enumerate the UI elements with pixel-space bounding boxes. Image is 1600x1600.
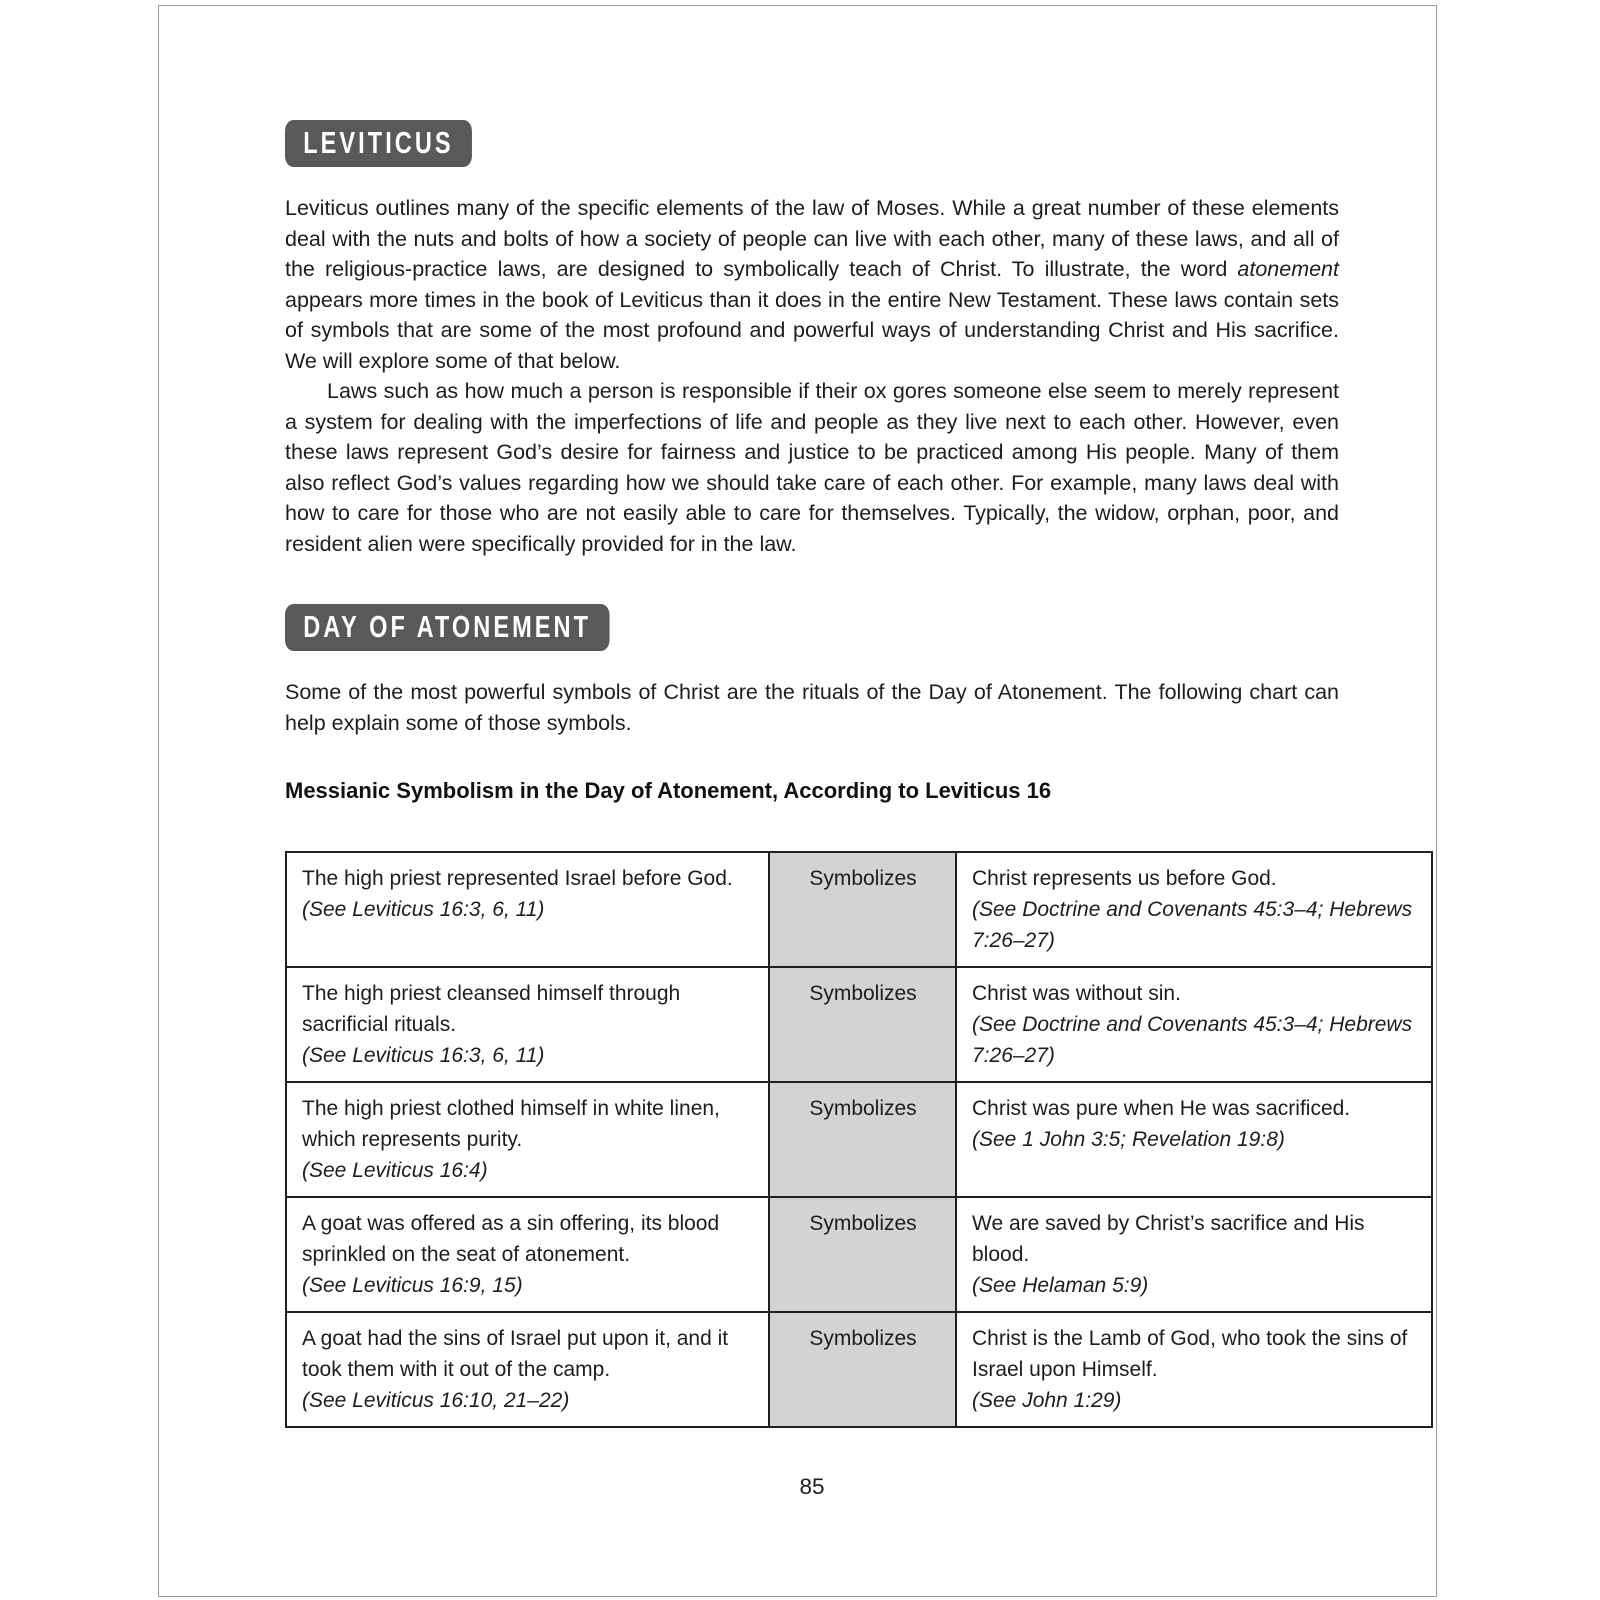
italic-word-atonement: atonement (1237, 257, 1339, 281)
symbol-cell (286, 967, 769, 1082)
paragraph-text: appears more times in the book of Leviticus than it does in the entire New Testament. These laws contain sets of symbols that are some of the most profound and powerful ways of understanding Christ and His sacrifice. We will explore some of that below. (285, 287, 1339, 373)
symbolizes-cell: Symbolizes (769, 852, 956, 967)
table-row (286, 1312, 1432, 1427)
paragraph-text: Leviticus outlines many of the specific elements of the law of Moses. While a great number of these elements deal with the nuts and bolts of how a society of people can live with each other, many of these laws, and all of the religious-practice laws, are designed to symbolically teach of Christ. To illustrate, the word (285, 196, 1339, 281)
meaning-reference: (See John 1:29) (972, 1389, 1122, 1412)
table-row (286, 852, 1432, 967)
meaning-cell (956, 1082, 1432, 1197)
section-heading-leviticus-label: LEVITICUS (303, 125, 454, 160)
page-content (285, 6, 1413, 1500)
table-row (286, 1197, 1432, 1312)
meaning-cell (956, 1312, 1432, 1427)
symbolizes-cell: Symbolizes (769, 1197, 956, 1312)
symbolizes-cell: Symbolizes (769, 967, 956, 1082)
meaning-text: Christ was pure when He was sacrificed. (972, 1097, 1351, 1120)
meaning-reference: (See Doctrine and Covenants 45:3–4; Hebrews 7:26–27) (972, 1013, 1413, 1067)
section-heading-day-of-atonement-label: DAY OF ATONEMENT (303, 609, 592, 644)
symbolizes-cell: Symbolizes (769, 1082, 956, 1197)
symbol-reference: (See Leviticus 16:10, 21–22) (302, 1389, 570, 1412)
meaning-reference: (See Helaman 5:9) (972, 1274, 1149, 1297)
meaning-text: Christ represents us before God. (972, 867, 1277, 890)
symbol-cell (286, 1312, 769, 1427)
symbol-reference: (See Leviticus 16:3, 6, 11) (302, 1044, 545, 1067)
symbol-text: A goat was offered as a sin offering, its blood sprinkled on the seat of atonement. (302, 1212, 720, 1266)
symbol-text: The high priest represented Israel before God. (302, 867, 733, 890)
meaning-cell (956, 1197, 1432, 1312)
section-heading-leviticus (285, 120, 472, 167)
symbol-reference: (See Leviticus 16:9, 15) (302, 1274, 523, 1297)
page-number: 85 (799, 1474, 825, 1499)
meaning-cell (956, 967, 1432, 1082)
table-row (286, 1082, 1432, 1197)
symbol-cell (286, 852, 769, 967)
paragraph-atonement-intro: Some of the most powerful symbols of Christ are the rituals of the Day of Atonement. The following chart can help explain some of those symbols. (285, 680, 1339, 735)
symbolism-table-body (286, 852, 1432, 1427)
symbolizes-cell: Symbolizes (769, 1312, 956, 1427)
meaning-text: Christ is the Lamb of God, who took the sins of Israel upon Himself. (972, 1327, 1408, 1381)
symbol-text: The high priest clothed himself in white linen, which represents purity. (302, 1097, 720, 1151)
meaning-reference: (See 1 John 3:5; Revelation 19:8) (972, 1128, 1285, 1151)
symbol-text: A goat had the sins of Israel put upon it, and it took them with it out of the camp. (302, 1327, 729, 1381)
symbol-cell (286, 1082, 769, 1197)
section-heading-day-of-atonement (285, 604, 609, 651)
symbol-reference: (See Leviticus 16:4) (302, 1159, 488, 1182)
symbolism-table (285, 851, 1433, 1428)
meaning-text: Christ was without sin. (972, 982, 1181, 1005)
symbol-text: The high priest cleansed himself through sacrificial rituals. (302, 982, 681, 1036)
paragraph-leviticus-intro (285, 193, 1339, 376)
symbol-reference: (See Leviticus 16:3, 6, 11) (302, 898, 545, 921)
symbol-cell (286, 1197, 769, 1312)
book-page (158, 5, 1437, 1597)
meaning-cell (956, 852, 1432, 967)
meaning-reference: (See Doctrine and Covenants 45:3–4; Hebrews 7:26–27) (972, 898, 1413, 952)
meaning-text: We are saved by Christ’s sacrifice and His blood. (972, 1212, 1365, 1266)
table-title: Messianic Symbolism in the Day of Atonement, According to Leviticus 16 (285, 778, 1052, 803)
paragraph-leviticus-laws: Laws such as how much a person is responsible if their ox gores someone else seem to merely represent a system for dealing with the imperfections of life and people as they live next to each other. However, even these laws represent God’s desire for fairness and justice to be practiced among His people. Many of them also reflect God’s values regarding how we should take care of each other. For example, many laws deal with how to care for those who are not easily able to care for themselves. Typically, the widow, orphan, poor, and resident alien were specifically provided for in the law. (285, 379, 1339, 556)
table-row (286, 967, 1432, 1082)
